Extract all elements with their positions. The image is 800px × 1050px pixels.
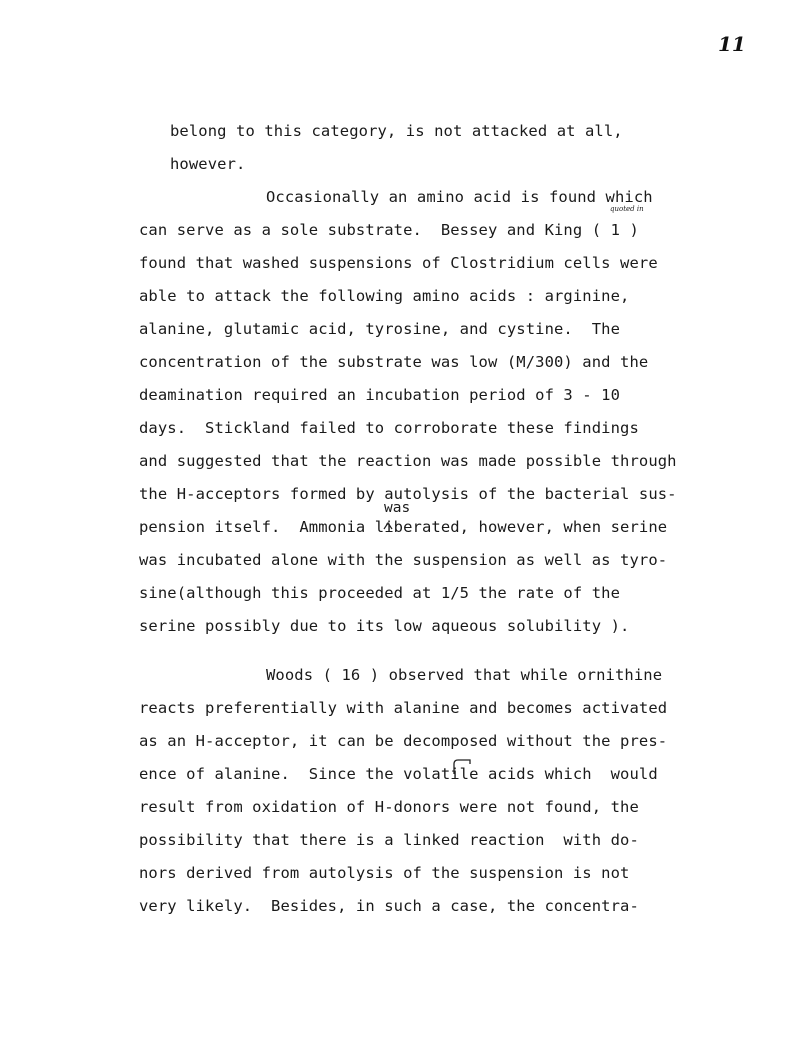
text-line: days. Stickland failed to corroborate these findings <box>139 419 639 437</box>
text-line: can serve as a sole substrate. Bessey and King ( 1 ) <box>139 221 639 239</box>
text-line: Occasionally an amino acid is found which <box>266 188 653 206</box>
text-line: possibility that there is a linked reaction with do- <box>139 831 639 849</box>
text-line: however. <box>170 155 246 173</box>
text-line: very likely. Besides, in such a case, the concentra- <box>139 897 639 915</box>
margin-note: quoted in <box>610 205 644 213</box>
text-line: able to attack the following amino acids : arginine, <box>139 287 630 305</box>
text-line: concentration of the substrate was low (M/300) and the <box>139 353 649 371</box>
text-line: reacts preferentially with alanine and becomes activated <box>139 699 668 717</box>
text-line: serine possibly due to its low aqueous solubility ). <box>139 617 630 635</box>
text-line: ence of alanine. Since the volatile acids which would <box>139 765 658 783</box>
insertion-caret-icon <box>383 520 393 530</box>
text-line: as an H-acceptor, it can be decomposed without the pres- <box>139 732 668 750</box>
text-line: and suggested that the reaction was made possible through <box>139 452 677 470</box>
page-number: 11 <box>718 32 746 56</box>
text-line: found that washed suspensions of Clostridium cells were <box>139 254 658 272</box>
text-line: result from oxidation of H-donors were not found, the <box>139 798 639 816</box>
text-line: alanine, glutamic acid, tyrosine, and cystine. The <box>139 320 621 338</box>
text-line: the H-acceptors formed by autolysis of the bacterial sus- <box>139 485 677 503</box>
text-line: sine(although this proceeded at 1/5 the rate of the <box>139 584 621 602</box>
correction-bracket-icon <box>452 758 472 776</box>
text-line: deamination required an incubation period of 3 - 10 <box>139 386 621 404</box>
text-line: pension itself. Ammonia liberated, however, when serine <box>139 518 668 536</box>
text-line: Woods ( 16 ) observed that while ornithine <box>266 666 663 684</box>
text-line: nors derived from autolysis of the suspension is not <box>139 864 630 882</box>
text-line: belong to this category, is not attacked at all, <box>170 122 623 140</box>
text-line: was incubated alone with the suspension as well as tyro- <box>139 551 668 569</box>
inserted-word: was <box>384 500 411 516</box>
